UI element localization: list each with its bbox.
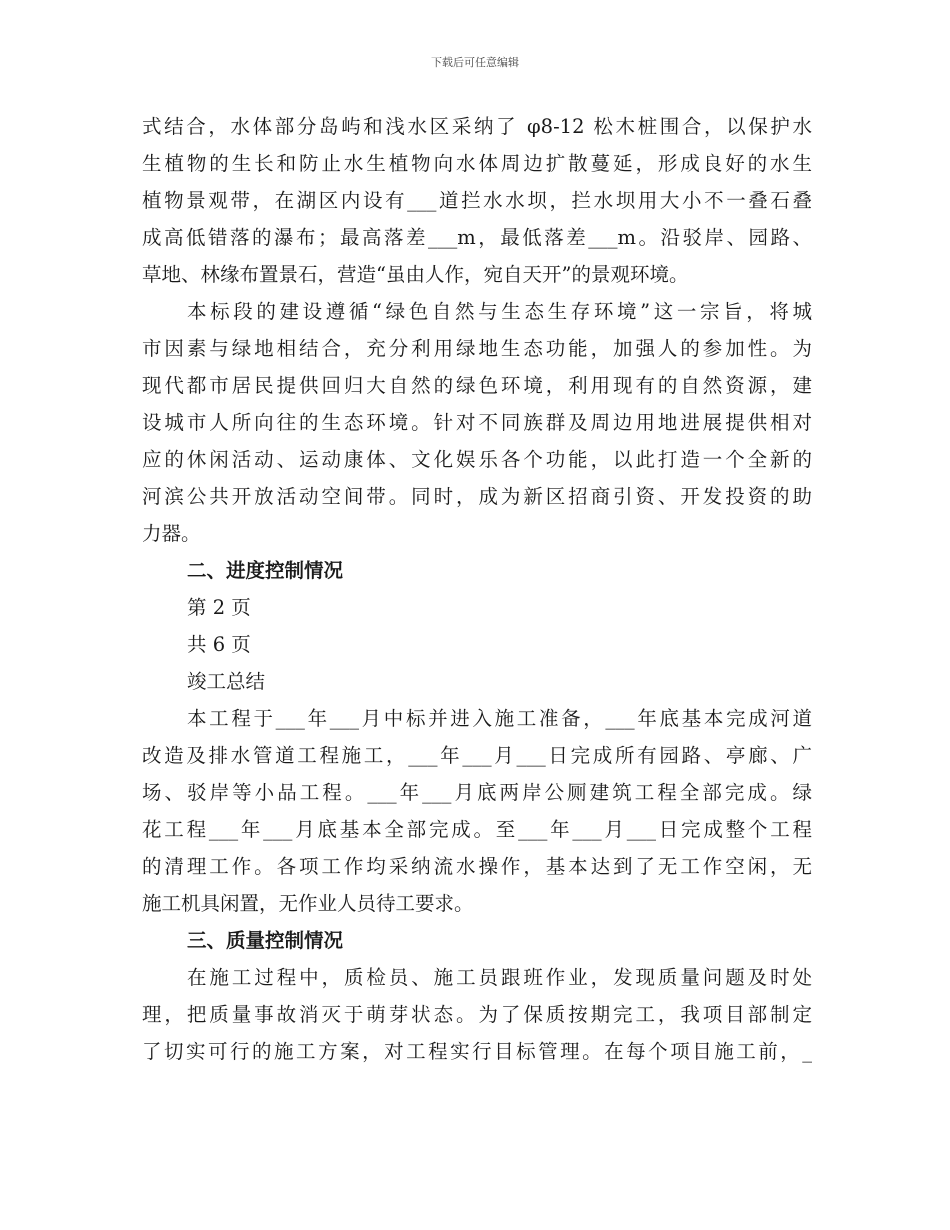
document-body: [142, 108, 812, 1070]
text-line: 了切实可行的施工方案，对工程实行目标管理。在每个项目施工前，_: [142, 1040, 812, 1063]
text-line: 第 2 页: [187, 596, 251, 619]
text-line: 成高低错落的瀑布；最高落差___m，最低落差___m。沿驳岸、园路、: [142, 226, 812, 249]
section-heading: 二、进度控制情况: [187, 559, 344, 582]
text-line: 施工机具闲置，无作业人员待工要求。: [142, 892, 474, 915]
text-line: 本标段的建设遵循“绿色自然与生态生存环境”这一宗旨，将城: [187, 300, 812, 323]
text-line: 河滨公共开放活动空间带。同时，成为新区招商引资、开发投资的助: [142, 485, 812, 508]
text-line: 应的休闲活动、运动康体、文化娱乐各个功能，以此打造一个全新的: [142, 448, 812, 471]
section-heading: 三、质量控制情况: [187, 929, 344, 952]
text-line: 力器。: [142, 522, 201, 545]
text-line: 的清理工作。各项工作均采纳流水操作，基本达到了无工作空闲，无: [142, 855, 812, 878]
text-line: 式结合，水体部分岛屿和浅水区采纳了 φ8-12 松木桩围合，以保护水: [142, 115, 812, 138]
text-line: 场、驳岸等小品工程。___年___月底两岸公厕建筑工程全部完成。绿: [142, 781, 812, 804]
text-line: 市因素与绿地相结合，充分利用绿地生态功能，加强人的参加性。为: [142, 337, 812, 360]
text-line: 理，把质量事故消灭于萌芽状态。为了保质按期完工，我项目部制定: [142, 1003, 812, 1026]
text-line: 植物景观带，在湖区内设有___道拦水水坝，拦水坝用大小不一叠石叠: [142, 189, 812, 212]
text-line: 共 6 页: [187, 633, 251, 656]
text-line: 改造及排水管道工程施工，___年___月___日完成所有园路、亭廊、广: [142, 744, 812, 767]
text-line: 花工程___年___月底基本全部完成。至___年___月___日完成整个工程: [142, 818, 812, 841]
text-line: 设城市人所向往的生态环境。针对不同族群及周边用地进展提供相对: [142, 411, 812, 434]
text-line: 竣工总结: [187, 670, 266, 693]
text-line: 本工程于___年___月中标并进入施工准备，___年底基本完成河道: [187, 707, 812, 730]
text-line: 草地、林缘布置景石，营造“虽由人作，宛自天开”的景观环境。: [142, 263, 689, 286]
text-line: 生植物的生长和防止水生植物向水体周边扩散蔓延，形成良好的水生: [142, 152, 812, 175]
text-line: 现代都市居民提供回归大自然的绿色环境，利用现有的自然资源，建: [142, 374, 812, 397]
text-line: 在施工过程中，质检员、施工员跟班作业，发现质量问题及时处: [187, 966, 812, 989]
page-header: 下载后可任意编辑: [431, 56, 519, 69]
